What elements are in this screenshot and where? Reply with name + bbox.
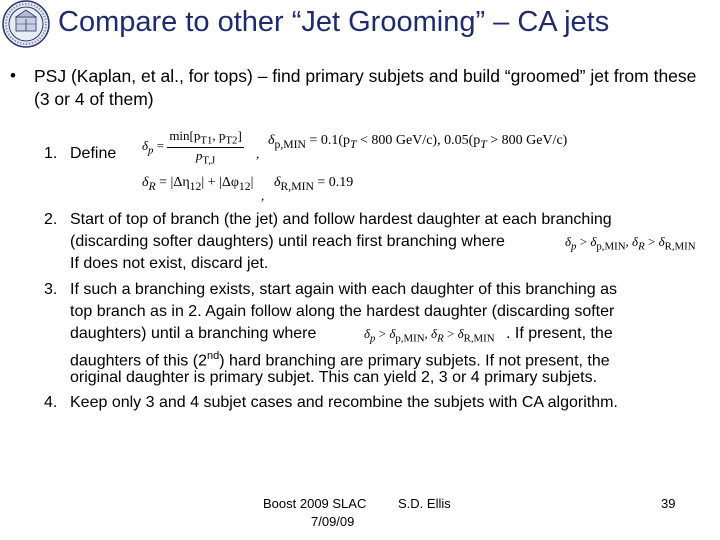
step-1-number: 1. <box>44 145 58 162</box>
slide-title: Compare to other “Jet Grooming” – CA jets <box>58 6 610 38</box>
page-number: 39 <box>661 496 676 511</box>
step-3-line-1: If such a branching exists, start again with each daughter of this branching as <box>70 281 617 298</box>
footer-event: Boost 2009 SLAC <box>263 496 367 511</box>
step-2-line-1: Start of top of branch (the jet) and follow hardest daughter at each branching <box>70 211 612 228</box>
step-4-text: Keep only 3 and 4 subjet cases and recombine the subjets with CA algorithm. <box>70 394 618 411</box>
bullet-marker: • <box>10 66 16 85</box>
step-4-number: 4. <box>44 394 58 411</box>
step-2-line-3: If does not exist, discard jet. <box>70 255 269 272</box>
step-3-number: 3. <box>44 281 58 298</box>
inline-condition-formula-1: $\delta_p > \delta_{p,MIN}$, $\delta_R > \delta_{R,MIN}$ <box>565 234 696 253</box>
step-3-line-5: original daughter is primary subjet. This can yield 2, 3 or 4 primary subjets. <box>70 369 598 386</box>
university-seal-logo <box>2 0 50 48</box>
delta-p-formula: $\delta_p$ = $\frac{\min[p_{T1}, p_{T2}]}{p_{T,J}}$ <box>142 128 242 167</box>
step-2-number: 2. <box>44 211 58 228</box>
inline-condition-formula-2: $\delta_p > \delta_{p,MIN}$, $\delta_R > \delta_{R,MIN}$ <box>364 326 495 345</box>
step-2-line-2: (discarding softer daughters) until reach first branching where <box>70 233 505 250</box>
step-3-line-2: top branch as in 2. Again follow along the hardest daughter (discarding softer <box>70 303 615 320</box>
step-1-text: Define <box>70 145 117 162</box>
delta-r-formula: $\delta_R = |\Delta\eta_{12}| + |\Delta\varphi_{12}|$ <box>142 175 254 193</box>
step-3-line-3b: . If present, the <box>506 325 613 342</box>
footer-author: S.D. Ellis <box>398 496 451 511</box>
bullet-text: PSJ (Kaplan, et al., for tops) – find primary subjets and build “groomed” jet from these (3 or 4 of them) <box>34 66 697 109</box>
step-3-line-3a: daughters) until a branching where <box>70 325 317 342</box>
step-3-line-4: daughters of this (2nd) hard branching are primary subjets. If not present, the <box>70 350 610 370</box>
delta-rmin-formula: $\delta_{R,MIN} = 0.19$ <box>274 175 354 193</box>
delta-pmin-formula: $\delta_{p,MIN} = 0.1(p_T < 800$ GeV/c), $0.05(p_T > 800$ GeV/c) <box>268 133 568 151</box>
formula-comma-2: , <box>261 188 265 203</box>
footer-date: 7/09/09 <box>311 514 355 529</box>
formula-comma-1: , <box>256 146 260 161</box>
